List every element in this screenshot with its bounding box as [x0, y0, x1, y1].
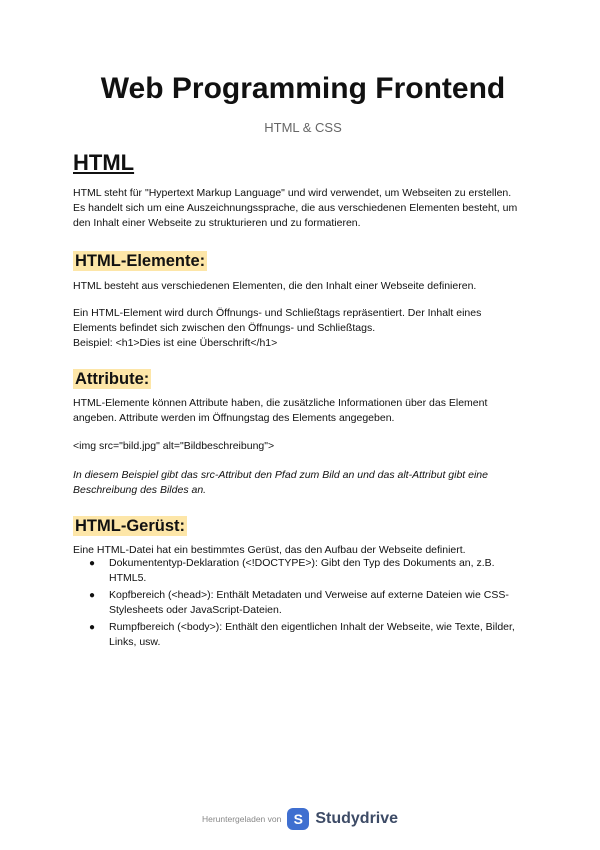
bullet-text: Rumpfbereich (<body>): Enthält den eigentlichen Inhalt der Webseite, wie Texte, Bilder, Links, usw. [109, 621, 515, 648]
bullet-text: Dokumententyp-Deklaration (<!DOCTYPE>): Gibt den Typ des Dokuments an, z.B. HTML5. [109, 557, 495, 584]
downloaded-from-label: Heruntergeladen von [201, 814, 282, 824]
section-heading-html: HTML [73, 150, 135, 175]
attributes-note: In diesem Beispiel gibt das src-Attribut den Pfad zum Bild an und das alt-Attribut gibt eine Beschreibung des Bildes an. [73, 469, 488, 496]
skeleton-bullet-list [73, 556, 523, 652]
list-item [73, 588, 523, 618]
section-heading-skeleton: HTML-Gerüst: [75, 517, 185, 535]
section-heading-attributes: Attribute: [75, 370, 150, 388]
elements-example: Beispiel: <h1>Dies ist eine Überschrift</h1> [73, 337, 278, 349]
studydrive-brand-link[interactable]: Studydrive [315, 810, 399, 827]
section-heading-elements: HTML-Elemente: [75, 252, 206, 270]
html-intro-paragraph: HTML steht für "Hypertext Markup Language" und wird verwendet, um Webseiten zu erstellen. Es handelt sich um eine Auszeichnungssprache, die aus verschiedenen Elementen besteht, um den Inhalt einer Webseite zu strukturieren und zu formatieren. [73, 187, 518, 229]
page-title: Web Programming Frontend [100, 72, 506, 105]
list-item [73, 620, 523, 650]
bullet-icon: ● [89, 622, 96, 633]
page-subtitle: HTML & CSS [264, 120, 342, 135]
bullet-icon: ● [89, 558, 96, 569]
list-item [73, 556, 523, 586]
studydrive-logo-icon: S [287, 808, 309, 830]
bullet-text: Kopfbereich (<head>): Enthält Metadaten und Verweise auf externe Dateien wie CSS-Stylesheets oder JavaScript-Dateien. [109, 589, 509, 616]
download-footer [0, 806, 600, 832]
elements-paragraph-1: HTML besteht aus verschiedenen Elementen, die den Inhalt einer Webseite definieren. [73, 280, 477, 292]
bullet-icon: ● [89, 590, 96, 601]
attributes-paragraph: HTML-Elemente können Attribute haben, die zusätzliche Informationen über das Element angeben. Attribute werden im Öffnungstag des Elements angegeben. [73, 397, 488, 424]
skeleton-intro: Eine HTML-Datei hat ein bestimmtes Gerüst, das den Aufbau der Webseite definiert. [73, 544, 466, 556]
attributes-code-example: <img src="bild.jpg" alt="Bildbeschreibung"> [73, 440, 275, 452]
elements-paragraph-2: Ein HTML-Element wird durch Öffnungs- und Schließtags repräsentiert. Der Inhalt eines Elements befindet sich zwischen den Öffnungs- und Schließtags. [73, 307, 482, 334]
